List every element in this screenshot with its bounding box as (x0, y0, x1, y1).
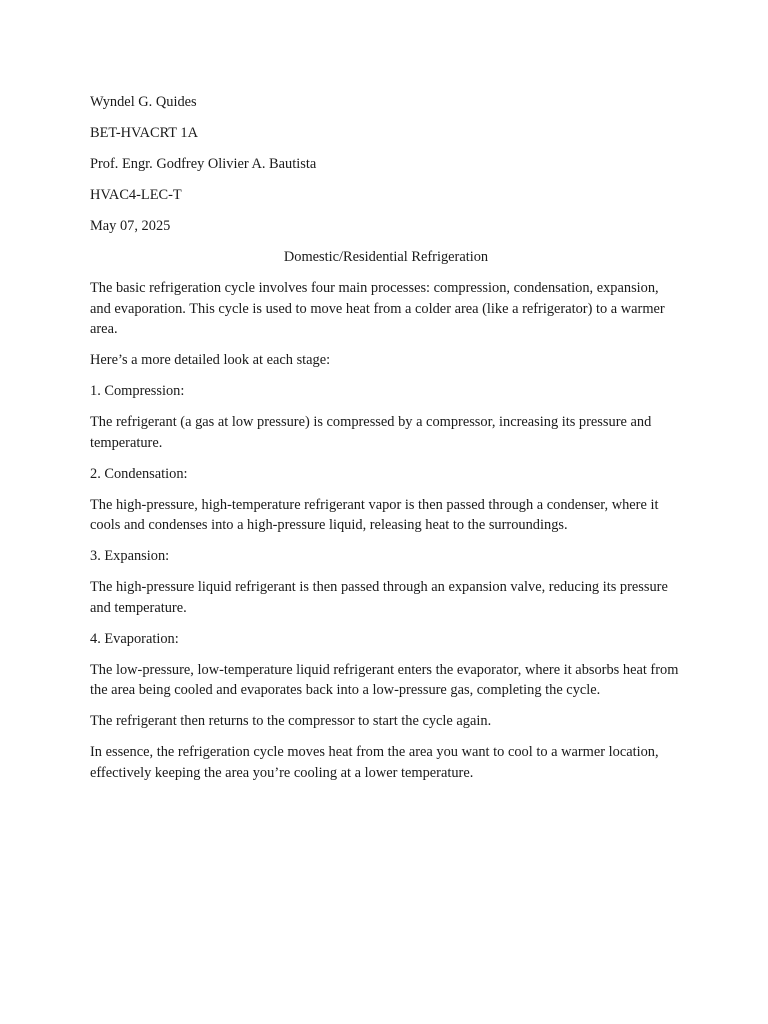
student-name: Wyndel G. Quides (90, 94, 197, 110)
stage-heading-compression: 1. Compression: (90, 383, 185, 399)
stage-heading-evaporation: 4. Evaporation: (90, 630, 179, 647)
stage-heading-expansion: 3. Expansion: (90, 548, 170, 564)
course-section: BET-HVACRT 1A (90, 125, 199, 141)
return-note-paragraph: The refrigerant then returns to the compressor to start the cycle again. (90, 713, 492, 729)
document-content (90, 92, 682, 794)
lead-in-paragraph: Here’s a more detailed look at each stage: (90, 352, 331, 368)
conclusion-paragraph: In essence, the refrigeration cycle moves heat from the area you want to cool to a warmer location, effectively keeping the area you’re cooling at a lower temperature. (90, 744, 659, 781)
stage-heading-condensation: 2. Condensation: (90, 465, 188, 482)
intro-paragraph: The basic refrigeration cycle involves four main processes: compression, condensation, expansion, and evaporation. This cycle is used to move heat from a colder area (like a refrigerator) to a warmer area. (90, 280, 665, 337)
document-title: Domestic/Residential Refrigeration (283, 249, 489, 265)
stage-text-expansion: The high-pressure liquid refrigerant is then passed through an expansion valve, reducing its pressure and temperature. (90, 579, 668, 616)
stage-text-compression: The refrigerant (a gas at low pressure) is compressed by a compressor, increasing its pressure and temperature. (90, 414, 652, 451)
stage-text-evaporation: The low-pressure, low-temperature liquid refrigerant enters the evaporator, where it absorbs heat from the area being cooled and evaporates back into a low-pressure gas, completing the cycle. (90, 661, 679, 698)
course-code: HVAC4-LEC-T (90, 187, 182, 203)
stage-text-condensation: The high-pressure, high-temperature refrigerant vapor is then passed through a condenser, where it cools and condenses into a high-pressure liquid, releasing heat to the surroundings. (90, 496, 659, 533)
document-date: May 07, 2025 (90, 218, 171, 234)
professor-name: Prof. Engr. Godfrey Olivier A. Bautista (90, 156, 317, 172)
